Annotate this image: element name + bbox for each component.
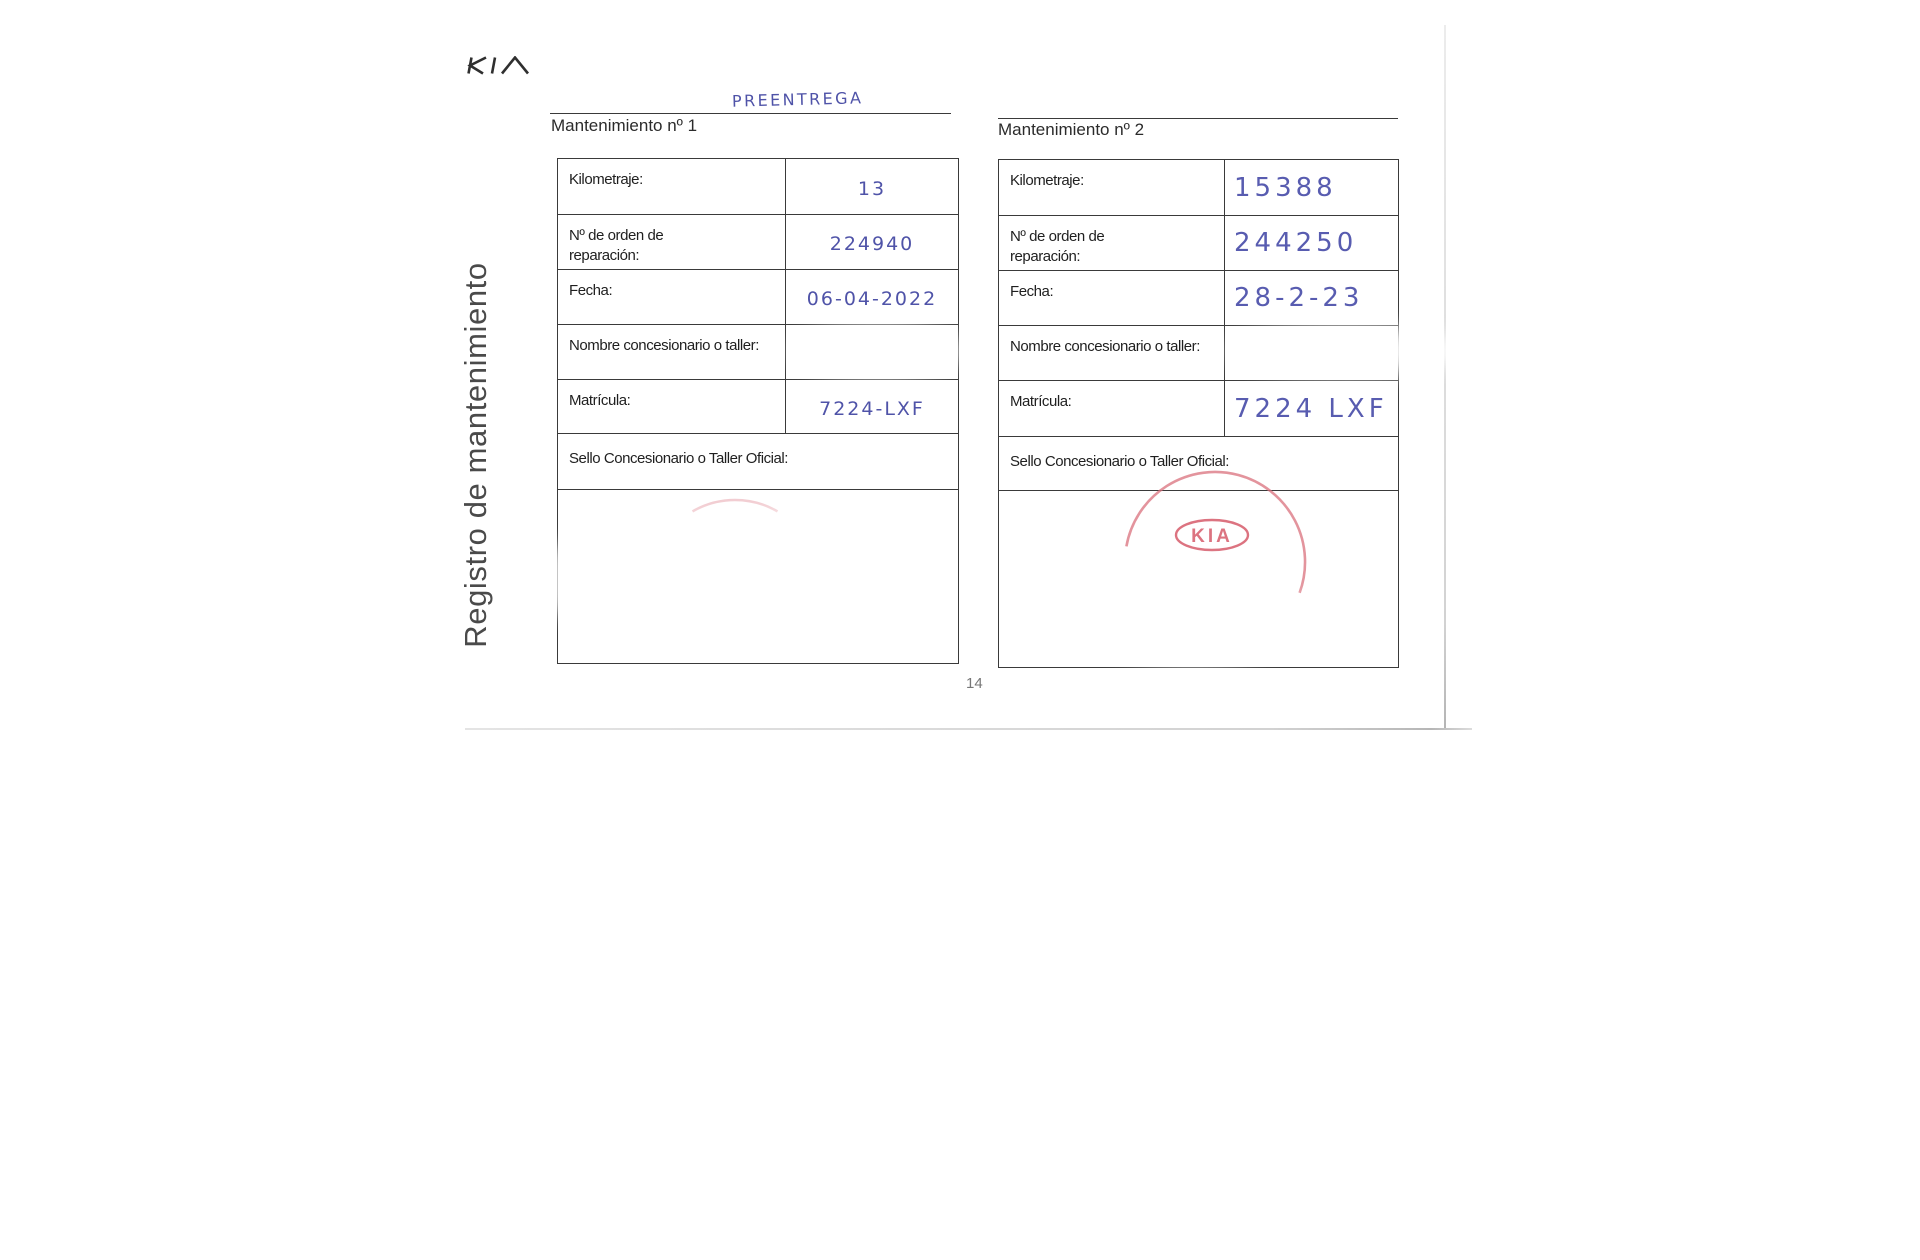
redaction-blur xyxy=(792,326,964,376)
field-label-orden: Nº de orden de reparación: xyxy=(999,216,1225,271)
field-value-orden: 224940 xyxy=(786,215,959,270)
field-value-orden: 244250 xyxy=(1225,216,1399,271)
field-label-concesionario: Nombre concesionario o taller: xyxy=(999,326,1225,381)
field-label-matricula: Matrícula: xyxy=(558,380,786,434)
handwritten-note: PREENTREGA xyxy=(731,88,864,111)
stamp-label: Sello Concesionario o Taller Oficial: xyxy=(999,437,1399,491)
field-value-fecha: 28-2-23 xyxy=(1225,271,1399,326)
field-label-concesionario: Nombre concesionario o taller: xyxy=(558,325,786,380)
page-edge-bottom xyxy=(465,728,1472,730)
page-number: 14 xyxy=(966,675,983,692)
field-label-kilometraje: Kilometraje: xyxy=(999,160,1225,216)
field-value-kilometraje: 13 xyxy=(786,159,959,215)
form-title: Mantenimiento nº 1 xyxy=(551,116,698,135)
field-label-matricula: Matrícula: xyxy=(999,381,1225,437)
side-title: Registro de mantenimiento xyxy=(458,262,493,648)
stamp-logo: KIA xyxy=(1191,526,1233,547)
field-label-kilometraje: Kilometraje: xyxy=(558,159,786,215)
redaction-blur xyxy=(1085,568,1300,663)
field-value-matricula: 7224-LXF xyxy=(786,380,959,434)
field-value-kilometraje: 15388 xyxy=(1225,160,1399,216)
redaction-blur xyxy=(1228,326,1468,376)
redaction-blur xyxy=(585,515,935,640)
kia-logo xyxy=(466,56,534,75)
title-rule xyxy=(550,113,951,114)
field-label-orden: Nº de orden de reparación: xyxy=(558,215,786,270)
stamp-label: Sello Concesionario o Taller Oficial: xyxy=(558,434,959,490)
title-rule xyxy=(998,118,1398,119)
form-title: Mantenimiento nº 2 xyxy=(998,120,1145,139)
field-value-fecha: 06-04-2022 xyxy=(786,270,959,325)
field-value-matricula: 7224 LXF xyxy=(1225,381,1399,437)
field-label-fecha: Fecha: xyxy=(558,270,786,325)
redaction-blur xyxy=(505,545,625,615)
page-edge-right xyxy=(1444,25,1446,729)
field-label-fecha: Fecha: xyxy=(999,271,1225,326)
